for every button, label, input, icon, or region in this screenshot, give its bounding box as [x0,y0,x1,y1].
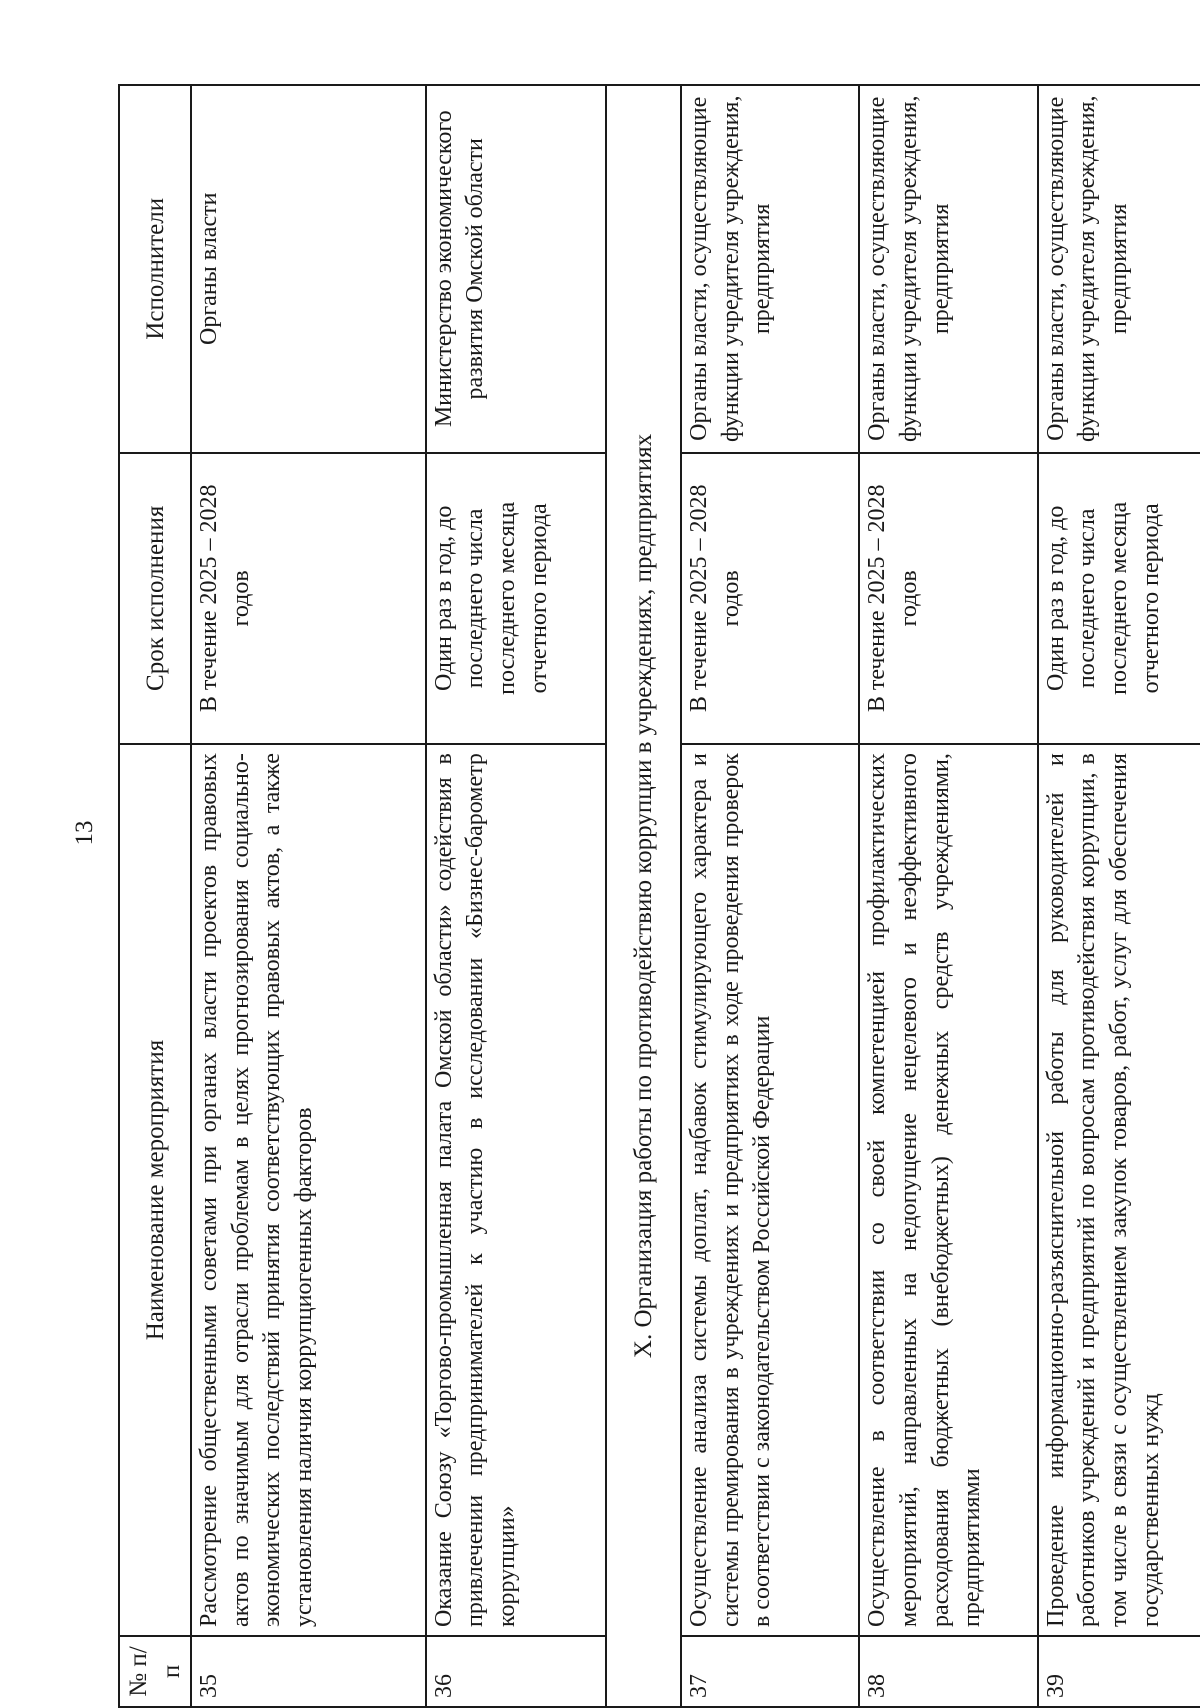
row-exec: Органы власти, осуществляющие функции учредителя учреждения, предприятия [681,85,859,453]
header-num: № п/п [119,1636,191,1707]
row-num: 35 [191,1636,426,1707]
header-name: Наименование мероприятия [119,744,191,1636]
row-name: Осуществление анализа системы доплат, надбавок стимулирующего характера и системы премирования в учреждениях и предприятиях в ходе проведения проверок в соответствии с законодательством Российской Федерации [681,744,859,1636]
row-num: 38 [859,1636,1037,1707]
row-num: 37 [681,1636,859,1707]
row-name: Оказание Союзу «Торгово-промышленная палата Омской области» содействия в привлечении предпринимателей к участию в исследовании «Бизнес-барометр коррупции» [426,744,607,1636]
row-name: Проведение информационно-разъяснительной работы для руководителей и работников учреждений и предприятий по вопросам противодействия коррупции, в том числе в связи с осуществлением закупок товаров, работ, услуг для обеспечения государственных нужд [1038,744,1200,1636]
row-exec: Органы власти, осуществляющие функции учредителя учреждения, предприятия [1038,85,1200,453]
row-name: Рассмотрение общественными советами при органах власти проектов правовых актов по значимым для отрасли проблемам в целях прогнозирования социально-экономических последствий принятия соответствующих правовых актов, а также установления наличия коррупциогенных факторов [191,744,426,1636]
row-term: Один раз в год, до последнего числа последнего месяца отчетного периода [426,453,607,745]
rotated-table-wrapper [118,84,1200,1708]
row-num: 36 [426,1636,607,1707]
row-term: В течение 2025 – 2028 годов [191,453,426,745]
table-row [426,85,607,1707]
row-exec: Органы власти [191,85,426,453]
row-term: Один раз в год, до последнего числа последнего месяца отчетного периода [1038,453,1200,745]
row-exec: Министерство экономического развития Омской области [426,85,607,453]
row-term: В течение 2025 – 2028 годов [681,453,859,745]
page-number: 13 [71,820,98,846]
section-row [606,85,681,1707]
table-row [191,85,426,1707]
table-header-row [119,85,191,1707]
measures-table [118,84,1200,1708]
row-exec: Органы власти, осуществляющие функции учредителя учреждения, предприятия [859,85,1037,453]
header-term: Срок исполнения [119,453,191,745]
row-name: Осуществление в соответствии со своей компетенцией профилактических мероприятий, направленных на недопущение нецелевого и неэффективного расходования бюджетных (внебюджетных) денежных средств учреждениями, предприятиями [859,744,1037,1636]
section-title: X. Организация работы по противодействию коррупции в учреждениях, предприятиях [606,85,681,1707]
row-term: В течение 2025 – 2028 годов [859,453,1037,745]
table-row [859,85,1037,1707]
header-exec: Исполнители [119,85,191,453]
table-row [1038,85,1200,1707]
row-num: 39 [1038,1636,1200,1707]
table-row [681,85,859,1707]
